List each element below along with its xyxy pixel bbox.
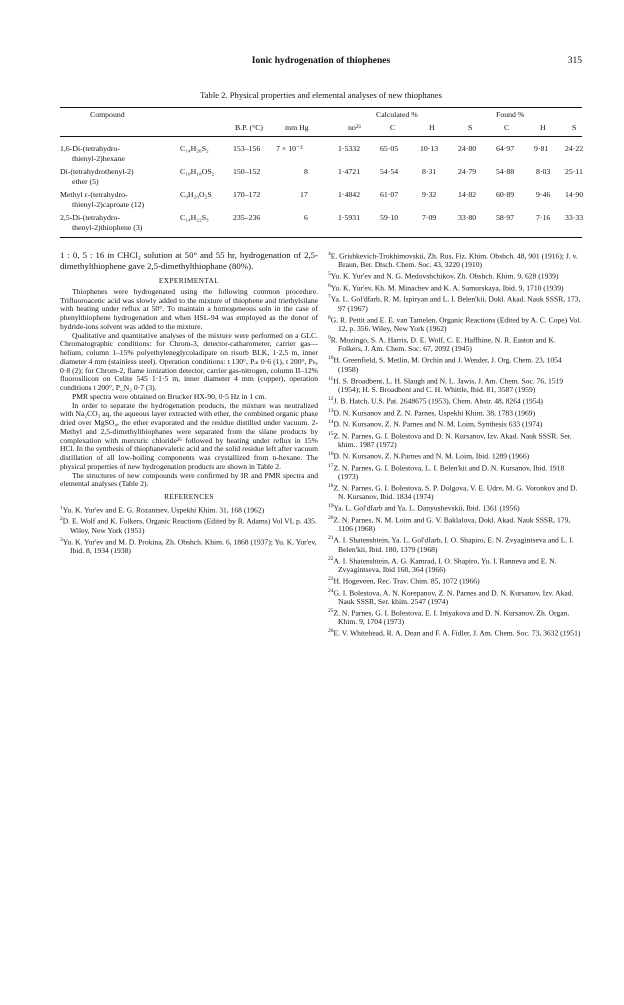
row-1-name-line-2: thienyl-2)hexane: [72, 153, 125, 163]
reference-number: 13: [328, 407, 334, 414]
header-compound: Compound: [90, 110, 125, 119]
table-caption: Table 2. Physical properties and elemental analyses of new thiophanes: [200, 90, 442, 100]
reference-number: 3: [60, 536, 63, 543]
reference-text: D. N. Kursanov, Z. N. Parnes and N. M. Loim, Synthesis 633 (1974): [333, 419, 543, 429]
reference-number: 11: [328, 375, 334, 382]
reference-text: Z. N. Parnes, G. I. Bolestova, S. P. Dolgova, V. E. Udre, M. G. Voronkov and D. N. Kursanov, Ibid. 1834 (1974): [333, 483, 578, 502]
header-nd: nᴅ²³: [348, 123, 361, 132]
reference-number: 1: [60, 504, 63, 511]
reference-text: R. Mozingo, S. A. Harris, D. E. Wolf, C. E. Haffhine, N. R. Easton and K. Folkers, J. Am. Chem. Soc. 67, 2092 (1945): [330, 335, 556, 354]
reference-text: D. N. Kursanov, Z. N.Parnes and N. M. Loim, Ibid. 1289 (1966): [333, 451, 530, 461]
row-2-name-line-1: Di-(tetrahydrothenyl-2): [60, 167, 134, 176]
reference-entry: [328, 375, 582, 395]
row-2-bp: 150–152: [233, 167, 261, 176]
reference-text: Z. N. Parnes, G. I. Bolestova, E. I. Intyakova and D. N. Kursanov, Zh. Organ. Khim. 9, 1704 (1973): [333, 608, 570, 627]
row-4-calc-c: 59·10: [380, 213, 399, 222]
references-heading: REFERENCES: [164, 492, 214, 501]
reference-text: A. I. Shatenshtein, A. G. Kamrad, I. O. Shapiro, Yu. I. Ranneva and E. N. Zvyagintseva, Ibid 168, 364 (1966): [333, 556, 557, 574]
row-2-found-s: 25·11: [565, 167, 583, 176]
reference-entry: [328, 502, 582, 513]
reference-number: 20: [328, 515, 334, 521]
reference-number: 21: [328, 535, 334, 542]
reference-entry: [328, 418, 582, 429]
reference-entry: [328, 462, 582, 482]
row-1-nd: 1·5332: [338, 144, 361, 153]
reference-number: 17: [328, 462, 334, 469]
reference-entry: [328, 395, 582, 406]
reference-number: 18: [328, 483, 334, 490]
reference-text: G. R. Pettit and E. E. van Tamelen, Organic Reactions (Edited by A. C. Cope) Vol. 12, p. 356. Wiley, New York (1962): [330, 315, 582, 334]
reference-entry: [328, 482, 582, 502]
reference-number: 4: [328, 251, 331, 257]
reference-entry: [328, 282, 582, 293]
row-3-mmhg: 17: [300, 190, 308, 199]
reference-number: 25: [328, 607, 334, 614]
row-3-calc-s: 14·82: [458, 190, 477, 199]
row-4-found-s: 33·33: [565, 213, 584, 222]
reference-number: 2: [60, 516, 63, 523]
row-1-calc-h: 10·13: [420, 144, 439, 153]
reference-entry: [328, 354, 582, 374]
table-header-rule: [60, 136, 582, 137]
reference-text: H. S. Broadbent, L. H. Slaugh and N. L. Jawis, J. Am. Chem. Soc. 76, 1519 (1954); H. S. Broadbent and C. H. Whittle, Ibid. 81, 3587 (1959): [333, 376, 564, 395]
reference-number: 14: [328, 419, 334, 426]
row-4-name-line-1: 2,5-Di-(tetrahydro-: [60, 213, 120, 222]
row-2-found-h: 8·03: [536, 167, 551, 176]
reference-number: 16: [328, 451, 334, 458]
row-4-found-c: 58·97: [496, 213, 515, 222]
row-4-nd: 1·5931: [338, 213, 361, 222]
properties-table: [60, 107, 582, 245]
reference-number: 10: [328, 355, 334, 362]
reference-text: Z. N. Parnes, G. I. Bolestova, L. I. Belen'kii and D. N. Kursanov, Ibid. 1918 (1973): [333, 463, 565, 482]
reference-entry: [328, 514, 582, 534]
reference-entry: [328, 334, 582, 354]
header-calc-c: C: [390, 123, 396, 132]
reference-text: J. B. Hatch, U.S. Pat. 2648675 (1953), Chem. Abstr. 48, 8264 (1954): [333, 396, 543, 406]
experimental-paragraph: The structures of new compounds were confirmed by IR and PMR spectra and elemental analyses (Table 2).: [60, 470, 318, 489]
header-found: Found %: [496, 110, 525, 119]
reference-entry: [328, 587, 582, 607]
row-2-calc-s: 24·79: [458, 167, 477, 176]
row-1-name-line-1: 1,6-Di-(tetrahydro-: [60, 144, 120, 153]
row-2-formula: C₁₀H₁₈OS₂: [180, 167, 215, 176]
header-calc-s: S: [468, 123, 473, 132]
row-2-mmhg: 8: [304, 167, 308, 176]
row-1-calc-c: 65·05: [380, 144, 399, 153]
row-4-mmhg: 6: [304, 213, 308, 222]
running-header: [60, 56, 582, 70]
reference-number: 19: [328, 503, 334, 510]
row-3-found-h: 9·46: [536, 190, 551, 199]
page-number: 315: [567, 56, 582, 66]
left-column: [60, 250, 318, 556]
reference-list-right: [328, 250, 582, 639]
row-3-name-line-2: thienyl-2)caproate (12): [72, 199, 145, 209]
row-2-found-c: 54·88: [496, 167, 515, 176]
reference-entry: [328, 314, 582, 334]
reference-text: Ya. L. Gol'dfarb and Ya. L. Danyushevskii, Ibid. 1361 (1956): [333, 503, 520, 513]
reference-number: 24: [328, 587, 334, 594]
reference-number: 26: [328, 628, 334, 635]
experimental-heading: EXPERIMENTAL: [158, 276, 220, 285]
reference-number: 9: [328, 335, 331, 342]
row-2-calc-h: 8·31: [422, 167, 437, 176]
reference-text: Yu. K. Yur'ev and M. D. Prokina, Zh. Obshch. Khim. 6, 1868 (1937); Yu. K. Yur'ev, Ibid. 8, 1934 (1938): [62, 537, 317, 555]
reference-number: 7: [328, 294, 331, 301]
reference-number: 23: [328, 575, 334, 582]
row-4-name-line-2: thenyl-2)thiophene (3): [72, 222, 143, 232]
row-1-found-h: 9·81: [534, 144, 549, 153]
header-found-c: C: [504, 123, 510, 132]
row-2-nd: 1·4721: [338, 167, 361, 176]
reference-number: 12: [328, 396, 334, 403]
reference-text: Z. N. Parnes, N. M. Loim and G. V. Baklalova, Dokl. Akad. Nauk SSSR, 179, 1106 (1968): [333, 515, 571, 534]
reference-entry: [328, 270, 582, 281]
row-3-formula: C₉H₂₀O₂S: [180, 190, 212, 199]
reference-text: Ya. L. Gol'dfarb, R. M. Ispiryan and L. I. Belen'kii, Dokl. Akad. Nauk SSSR, 173, 97 (1967): [330, 295, 581, 313]
right-column: [328, 250, 582, 639]
row-4-formula: C₁₄H₂₂S₃: [180, 213, 209, 222]
row-3-calc-h: 9·32: [422, 190, 437, 199]
table-bottom-rule: [60, 237, 582, 238]
reference-text: D. E. Wolf and K. Folkers, Organic Reactions (Edited by R. Adams) Vol VI, p. 435. Wiley, New York (1951): [62, 516, 317, 535]
reference-entry: [328, 534, 582, 554]
row-3-found-s: 14·90: [565, 190, 584, 199]
row-4-bp: 235–236: [233, 213, 261, 222]
experimental-paragraph: PMR spectra were obtained on Brucker HX-90, 0·5 Hz in 1 cm.: [72, 391, 267, 401]
row-3-found-c: 60·89: [496, 190, 515, 199]
reference-entry: [328, 250, 582, 270]
row-1-found-s: 24·22: [565, 144, 584, 153]
row-1-calc-s: 24·80: [458, 144, 477, 153]
row-3-calc-c: 61·07: [380, 190, 399, 199]
header-calc-h: H: [429, 123, 435, 132]
reference-entry: [328, 607, 582, 627]
reference-text: H. Hogeveen, Rec. Trav. Chim. 85, 1072 (1966): [333, 576, 480, 586]
reference-text: D. N. Kursanov and Z. N. Parnes, Uspekhi Khim. 38, 1783 (1969): [333, 408, 536, 418]
reference-text: E. V. Whitehead, R. A. Dean and F. A. Fidler, J. Am. Chem. Soc. 73, 3632 (1951): [333, 628, 581, 638]
header-calculated: Calculated %: [376, 110, 418, 119]
reference-text: Z. N. Parnes, G. I. Bolestova and D. N. Kursanov, Izv. Akad. Nauk SSSR. Ser. khim.. 1987 (1972): [333, 431, 572, 450]
row-3-nd: 1·4842: [338, 190, 361, 199]
row-1-found-c: 64·97: [496, 144, 515, 153]
experimental-paragraph: Qualitative and quantitative analyses of the mixture were performed on a GLC. Chromatographic conditions: for Chrom-3, detector-catharometer, carrier gas—helium, column 1–15% polyethyleneglycoladipate on risorb BLK, 1·2,5 m, inner diameter 4 mm (stainless steel). Operation conditions: t 130°, Pᵢₙ 0·6 (1), t 200°, Pₕₑ 0·8 (2); for Chrom-2, flame ionization detector, carrier gas-nitrogen, column II–12% fluorosilicon on Celite 545 1·1·5 m, inner diameter 4 mm (copper), operation conditions t 200°, P_N₂ 0·7 (3).: [60, 330, 318, 392]
row-3-name-line-1: Methyl ε-(tetrahydro-: [60, 190, 128, 199]
reference-text: Yu. K. Yur'ev and N. G. Medovshchikov, Zh. Obshch. Khim. 9, 628 (1939): [330, 271, 559, 281]
reference-number: 6: [328, 282, 331, 289]
row-2-calc-c: 54·54: [380, 167, 399, 176]
reference-number: 22: [328, 555, 334, 562]
reference-number: 15: [328, 430, 334, 437]
row-1-bp: 153–156: [233, 144, 261, 153]
reference-entry: [60, 515, 318, 535]
reference-text: G. I. Bolestova, A. N. Korepanov, Z. N. Parnes and D. N. Kursanov, Izv. Akad. Nauk SSSR, Ser. khim. 2547 (1974): [333, 588, 574, 606]
row-4-found-h: 7·16: [536, 213, 551, 222]
reference-number: 5: [328, 271, 331, 278]
reference-text: H. Greenfield, S. Metlin, M. Orchin and J. Wender, J. Org. Chem. 23, 1054 (1958): [333, 356, 562, 374]
experimental-paragraph: Thiophenes were hydrogenated using the following common procedure. Trifluoroacetic acid was slowly added to the mixture of thiophene and triethylsilane with heating under reflux at 50°. To maintain a homogeneous soln in the case of phenylthiophene hydrogenation and when HSL-94 was employed as the donor of hydride-ions solvent was added to the mixture.: [60, 286, 318, 331]
reference-entry: [328, 430, 582, 450]
reference-entry: [328, 555, 582, 575]
row-2-name-line-2: ether (5): [72, 176, 99, 186]
header-mmhg: mm Hg: [285, 123, 309, 132]
reference-entry: [328, 575, 582, 586]
reference-text: A. I. Shatenshtein, Ya. L. Gol'dfarb, I. O. Shapiro, E. N. Zvyagintseva and L. I. Belen'kii, Ibid. 180, 1379 (1968): [333, 535, 574, 554]
header-bp: B.P. (°C): [235, 123, 264, 132]
reference-entry: [328, 627, 582, 638]
row-3-bp: 170–172: [233, 190, 261, 199]
reference-entry: [328, 293, 582, 313]
reference-list-left: [60, 504, 318, 556]
reference-entry: [328, 407, 582, 418]
reference-entry: [328, 450, 582, 461]
table-top-rule: [60, 107, 582, 108]
experimental-paragraph: In order to separate the hydrogenation products, the mixture was neutralized with Na₂CO₃ aq, the aqueous layer extracted with ether, the combined organic phase dried over MgSO₄, the ether evaporated and the residue distilled under vacuum. 2-Methyl and 2,5-dimethylthiophanes were separated from the silane products by complexation with mercuric chloride²⁶ followed by heating under reflux in 15% HCl. In the synthesis of thiophanevaleric acid and the solid residue left after vacuum distillation of all low-boiling components was crystallized from n-hexane. The physical properties of new hydrogenation products are shown in Table 2.: [60, 400, 318, 471]
row-1-mmhg: 7 × 10⁻²: [276, 144, 303, 153]
running-title: Ionic hydrogenation of thiophenes: [251, 56, 391, 66]
reference-text: Yu. K. Yur'ev and E. G. Rozantsev, Uspekhi Khim. 31, 168 (1962): [62, 505, 265, 515]
row-1-formula: C₁₄H₂₆S₂: [180, 144, 209, 153]
reference-number: 8: [328, 314, 331, 321]
reference-entry: [60, 536, 318, 556]
header-found-s: S: [572, 123, 577, 132]
reference-text: E. Grishkevich-Trokhimovskii, Zh. Rus, Fiz. Khim. Obshch. 48, 901 (1916); J. v. Braun, Ber. Dtsch. Chem. Soc. 43, 3220 (1910): [330, 251, 578, 270]
intro-paragraph: 1 : 0, 5 : 16 in CHCl₃ solution at 50° and 55 hr, hydrogenation of 2,5-dimethylthiophene gave 2,5-dimethylthiophane (80%).: [60, 250, 318, 271]
reference-text: Yu. K. Yur'ev, Kh. M. Minachev and K. A. Samurskaya, Ibid. 9, 1710 (1939): [330, 283, 564, 293]
row-4-calc-s: 33·80: [458, 213, 477, 222]
row-4-calc-h: 7·09: [422, 213, 437, 222]
header-found-h: H: [540, 123, 546, 132]
reference-entry: [60, 504, 318, 515]
